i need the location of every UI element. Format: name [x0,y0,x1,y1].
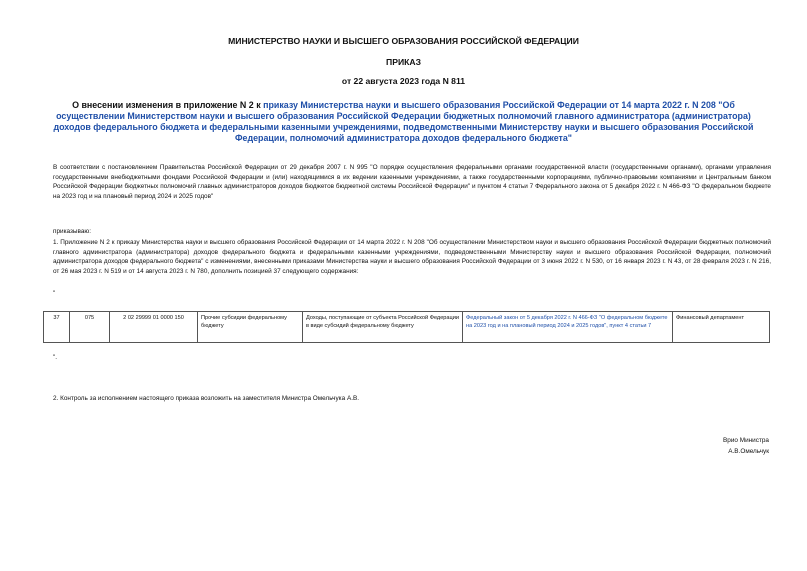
table-cell-department: Финансовый департамент [673,312,770,343]
signature-position: Врио Министра [723,437,769,444]
table-cell-name: Прочие субсидии федеральному бюджету [198,312,303,343]
item-1-paragraph: 1. Приложение N 2 к приказу Министерства науки и высшего образования Российской Федерации от 14 марта 2022 г. N 208 "Об осуществлении Министерством науки и высшего образования Российской Федерации бюджетных полномочий главного администратора (администратора) доходов федерального бюджета и федеральными казенными учреждениями, подведомственными Министерству науки и высшего образования Российской Федерации, полномочий администратора доходов федерального бюджета" с изменениями, внесенными приказами Министерства науки и высшего образования Российской Федерации от 3 июня 2022 г. N 530, от 16 января 2023 г. N 43, от 28 февраля 2023 г. N 216, от 26 мая 2023 г. N 519 и от 14 августа 2023 г. N 780, дополнить позицией 37 следующего содержания: [53,239,771,275]
subject-order-link[interactable]: приказу Министерства науки и высшего образования Российской Федерации от 14 марта 2022 г. N 208 "Об осуществлении Министерством науки и высшего образования Российской Федерации бюджетных полномочий главного администратора (администратора) доходов федерального бюджета и федеральными казенными учреждениями, подведомственными Министерству науки и высшего образования Российской Федерации, полномочий администратора доходов федерального бюджета" [53,100,754,143]
open-quote: " [53,290,56,297]
ministry-heading: МИНИСТЕРСТВО НАУКИ И ВЫСШЕГО ОБРАЗОВАНИЯ РОССИЙСКОЙ ФЕДЕРАЦИИ [228,36,579,46]
table-cell-law-link[interactable]: Федеральный закон от 5 декабря 2022 г. N 466-ФЗ "О федеральном бюджете на 2023 год и на плановый период 2024 и 2025 годов", пункт 4 статьи 7 [463,312,673,343]
document-type: ПРИКАЗ [386,57,421,67]
document-date-number: от 22 августа 2023 года N 811 [341,76,466,86]
document-subject [42,100,765,144]
table-row [44,312,770,343]
table-cell-description: Доходы, поступающие от субъекта Российской Федерации в виде субсидий федеральному бюджету [303,312,463,343]
table-cell-admin-code: 075 [70,312,110,343]
signature-name: А.В.Омельчук [728,448,769,455]
preamble-paragraph: В соответствии с постановлением Правительства Российской Федерации от 29 декабря 2007 г. N 995 "О порядке осуществления федеральными органами государственной власти (государственными органами), органами управления государственными внебюджетными фондами Российской Федерации и (или) находящимися в их ведении казенными учреждениями, а также государственными корпорациями, публично-правовыми компаниями и Центральным банком Российской Федерации бюджетных полномочий главных администраторов доходов бюджетов бюджетной системы Российской Федерации" и пунктом 4 статьи 7 Федерального закона от 5 декабря 2022 г. N 466-ФЗ "О федеральном бюджете на 2023 год и на плановый период 2024 и 2025 годов" [53,164,771,200]
position-37-table [43,311,770,343]
subject-prefix: О внесении изменения в приложение N 2 к [72,100,264,110]
item-2-paragraph: 2. Контроль за исполнением настоящего приказа возложить на заместителя Министра Омельчука А.В. [53,395,360,402]
table-cell-kbk: 2 02 29999 01 0000 150 [110,312,198,343]
close-quote: ". [53,354,58,361]
prikazyvayu-text: приказываю: [53,228,91,235]
table-cell-number: 37 [44,312,70,343]
